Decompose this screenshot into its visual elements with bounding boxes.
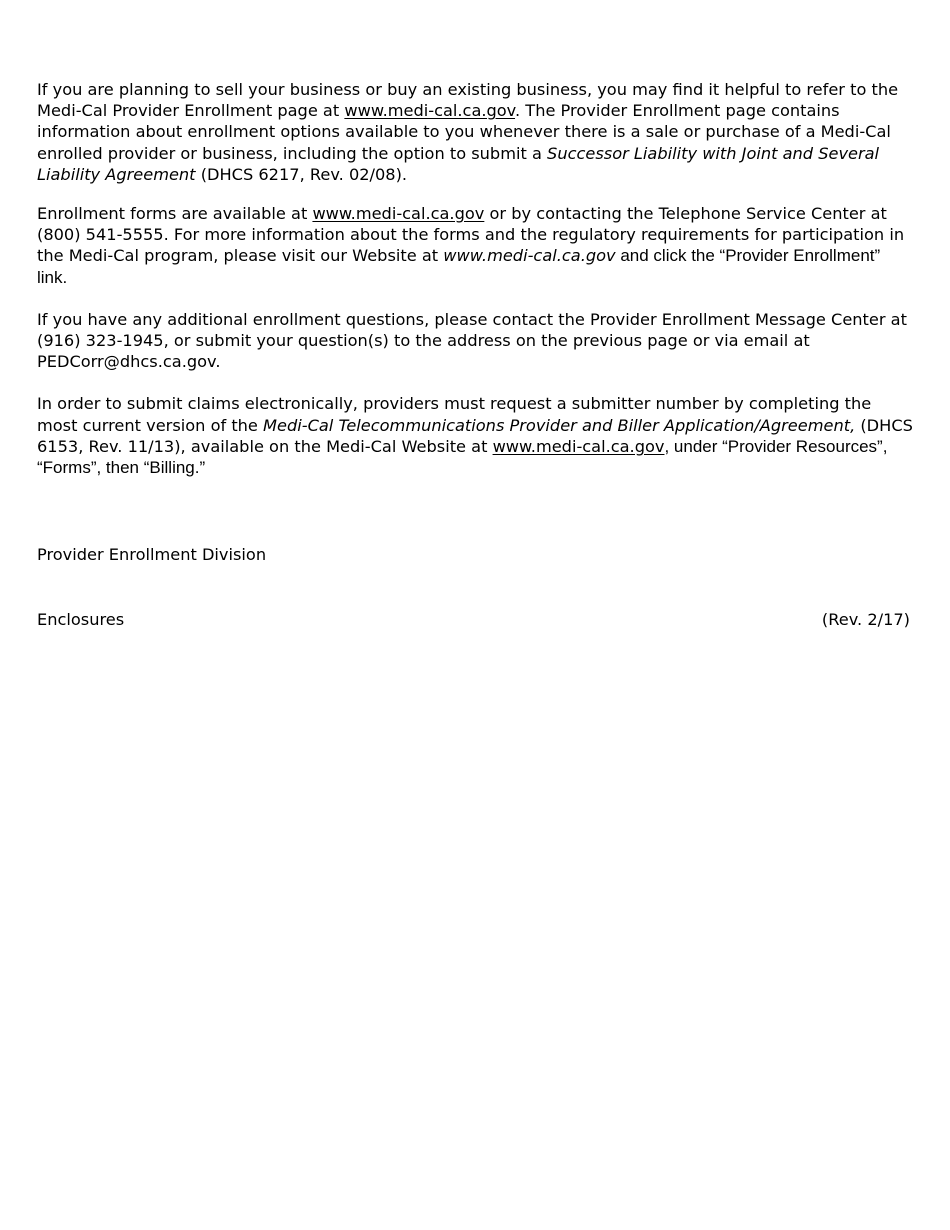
signature-division: Provider Enrollment Division: [37, 545, 267, 564]
website-reference: www.medi-cal.ca.gov: [443, 246, 616, 266]
medi-cal-website-link[interactable]: www.medi-cal.ca.gov: [312, 204, 485, 224]
paragraph-text: and click the “Provider Enrollment” link.: [37, 246, 881, 287]
paragraph-text: Enrollment forms are available at: [37, 204, 313, 224]
paragraph-text: . The Provider Enrollment page contains information about enrollment options available to you whenever there is a sale or purchase of a Medi-Cal enrolled provider or business, including the option to submit a: [37, 101, 891, 163]
revision-label: (Rev. 2/17): [821, 610, 910, 629]
agreement-title: Successor Liability with Joint and Several Liability Agreement: [37, 143, 880, 184]
paragraph-text: If you are planning to sell your business or buy an existing business, you may find it helpful to refer to the Medi-Cal Provider Enrollment page at: [37, 80, 899, 121]
medi-cal-website-link[interactable]: www.medi-cal.ca.gov: [344, 101, 516, 121]
paragraph-enrollment-forms: [37, 203, 913, 288]
letter-body: [37, 79, 913, 478]
paragraph-additional-questions: [37, 309, 913, 373]
paragraph-text: or by contacting the Telephone Service Center at (800) 541-5555. For more information about the forms and the regulatory requirements for participation in the Medi-Cal program, please visit our Website at: [37, 204, 905, 266]
application-title: Medi-Cal Telecommunications Provider and Biller Application/Agreement,: [263, 415, 856, 435]
paragraph-business-sale: [37, 79, 913, 185]
paragraph-text: (DHCS 6217, Rev. 02/08).: [195, 164, 408, 184]
medi-cal-website-link[interactable]: www.medi-cal.ca.gov: [492, 436, 665, 456]
paragraph-text: , under “Provider Resources”, “Forms”, then “Billing.”: [37, 436, 888, 478]
paragraph-text: (DHCS 6153, Rev. 11/13), available on the Medi-Cal Website at: [37, 415, 913, 456]
paragraph-text: If you have any additional enrollment questions, please contact the Provider Enrollment Message Center at (916) 323-1945, or submit your question(s) to the address on the previous page or via email at PEDCorr@dhcs.ca.gov.: [37, 309, 907, 372]
paragraph-text: In order to submit claims electronically, providers must request a submitter number by completing the most current version of the: [37, 394, 872, 435]
paragraph-electronic-claims: [37, 393, 913, 478]
enclosures-label: Enclosures: [37, 610, 125, 629]
